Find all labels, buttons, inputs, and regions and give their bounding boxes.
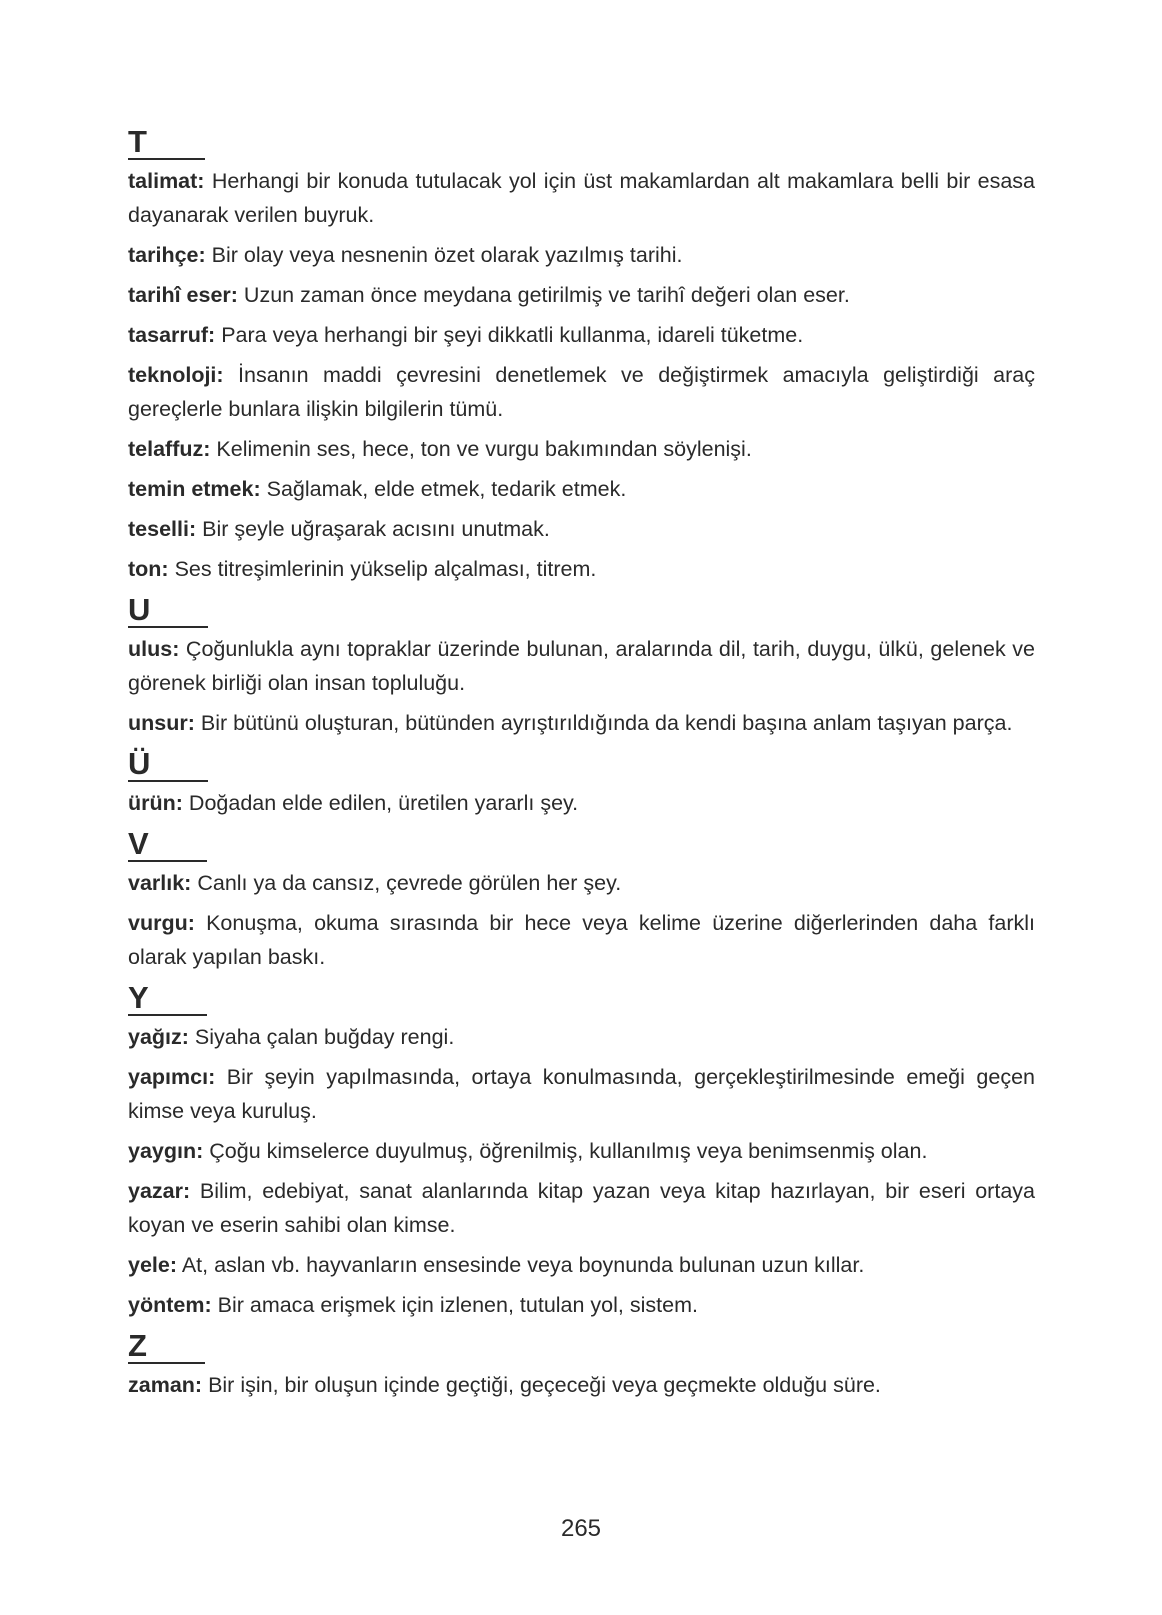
entry-definition: Kelimenin ses, hece, ton ve vurgu bakımından söylenişi. [216, 437, 752, 461]
entry-term: vurgu: [128, 911, 195, 935]
entry-definition: Bir bütünü oluşturan, bütünden ayrıştırıldığında da kendi başına anlam taşıyan parça. [200, 711, 1013, 735]
glossary-entry [128, 1248, 1035, 1282]
section-v [128, 826, 1035, 974]
letter-heading: Ü [128, 746, 208, 782]
letter-heading: V [128, 826, 207, 862]
entry-term: teselli: [128, 517, 197, 541]
entry-term: tasarruf: [128, 323, 216, 347]
entry-definition: Konuşma, okuma sırasında bir hece veya kelime üzerine diğerlerinden daha farklı olarak yapılan baskı. [128, 911, 1035, 969]
entry-definition: Bir olay veya nesnenin özet olarak yazılmış tarihi. [211, 243, 683, 267]
letter-heading: Z [128, 1328, 205, 1364]
entry-term: yaygın: [128, 1139, 204, 1163]
glossary-entry [128, 1174, 1035, 1242]
glossary-entry [128, 432, 1035, 466]
page-number: 265 [560, 1515, 602, 1542]
entry-term: ürün: [128, 791, 183, 815]
entry-term: talimat: [128, 169, 205, 193]
entry-term: teknoloji: [128, 363, 224, 387]
entry-definition: Çoğu kimselerce duyulmuş, öğrenilmiş, kullanılmış veya benimsenmiş olan. [209, 1139, 928, 1163]
entry-definition: Bilim, edebiyat, sanat alanlarında kitap yazan veya kitap hazırlayan, bir eseri ortaya koyan ve eserin sahibi olan kimse. [128, 1179, 1035, 1237]
entry-term: yöntem: [128, 1293, 212, 1317]
glossary-entry [128, 866, 1035, 900]
glossary-page [128, 124, 1035, 1408]
entry-term: temin etmek: [128, 477, 261, 501]
entry-term: yağız: [128, 1025, 189, 1049]
glossary-entry [128, 278, 1035, 312]
glossary-entry [128, 1134, 1035, 1168]
glossary-entry [128, 1060, 1035, 1128]
glossary-entry [128, 906, 1035, 974]
glossary-entry [128, 512, 1035, 546]
entry-definition: Herhangi bir konuda tutulacak yol için üst makamlardan alt makamlara belli bir esasa dayanarak verilen buyruk. [128, 169, 1035, 227]
entry-definition: Ses titreşimlerinin yükselip alçalması, titrem. [174, 557, 597, 581]
entry-definition: Sağlamak, elde etmek, tedarik etmek. [266, 477, 627, 501]
entry-term: ton: [128, 557, 169, 581]
entry-definition: Doğadan elde edilen, üretilen yararlı şey. [188, 791, 579, 815]
glossary-entry [128, 552, 1035, 586]
entry-term: telaffuz: [128, 437, 211, 461]
entry-definition: Çoğunlukla aynı topraklar üzerinde bulunan, aralarında dil, tarih, duygu, ülkü, gelenek ve görenek birliği olan insan topluluğu. [128, 637, 1035, 695]
section-y [128, 980, 1035, 1322]
entry-definition: Canlı ya da cansız, çevrede görülen her şey. [197, 871, 622, 895]
section-t [128, 124, 1035, 586]
entry-definition: Bir şeyin yapılmasında, ortaya konulmasında, gerçekleştirilmesinde emeği geçen kimse veya kuruluş. [128, 1065, 1035, 1123]
entry-term: yazar: [128, 1179, 191, 1203]
section-u-umlaut [128, 746, 1035, 820]
section-z [128, 1328, 1035, 1402]
section-u [128, 592, 1035, 740]
entry-definition: Uzun zaman önce meydana getirilmiş ve tarihî değeri olan eser. [243, 283, 850, 307]
letter-heading: T [128, 124, 205, 160]
entry-definition: Bir şeyle uğraşarak acısını unutmak. [202, 517, 550, 541]
glossary-entry [128, 706, 1035, 740]
glossary-entry [128, 1020, 1035, 1054]
glossary-entry [128, 1368, 1035, 1402]
glossary-entry [128, 632, 1035, 700]
entry-term: yapımcı: [128, 1065, 216, 1089]
glossary-entry [128, 164, 1035, 232]
entry-definition: Bir amaca erişmek için izlenen, tutulan yol, sistem. [217, 1293, 698, 1317]
entry-definition: Siyaha çalan buğday rengi. [194, 1025, 455, 1049]
entry-term: varlık: [128, 871, 192, 895]
entry-term: unsur: [128, 711, 195, 735]
entry-term: yele: [128, 1253, 178, 1277]
entry-definition: Bir işin, bir oluşun içinde geçtiği, geçeceği veya geçmekte olduğu süre. [208, 1373, 881, 1397]
entry-definition: Para veya herhangi bir şeyi dikkatli kullanma, idareli tüketme. [221, 323, 804, 347]
glossary-entry [128, 786, 1035, 820]
glossary-entry [128, 358, 1035, 426]
glossary-entry [128, 1288, 1035, 1322]
entry-definition: İnsanın maddi çevresini denetlemek ve değiştirmek amacıyla geliştirdiği araç gereçlerle bunlara ilişkin bilgilerin tümü. [128, 363, 1035, 421]
entry-term: tarihçe: [128, 243, 206, 267]
entry-term: tarihî eser: [128, 283, 238, 307]
glossary-entry [128, 472, 1035, 506]
entry-term: zaman: [128, 1373, 203, 1397]
glossary-entry [128, 318, 1035, 352]
entry-term: ulus: [128, 637, 180, 661]
letter-heading: U [128, 592, 208, 628]
entry-definition: At, aslan vb. hayvanların ensesinde veya boynunda bulunan uzun kıllar. [181, 1253, 865, 1277]
glossary-entry [128, 238, 1035, 272]
letter-heading: Y [128, 980, 207, 1016]
